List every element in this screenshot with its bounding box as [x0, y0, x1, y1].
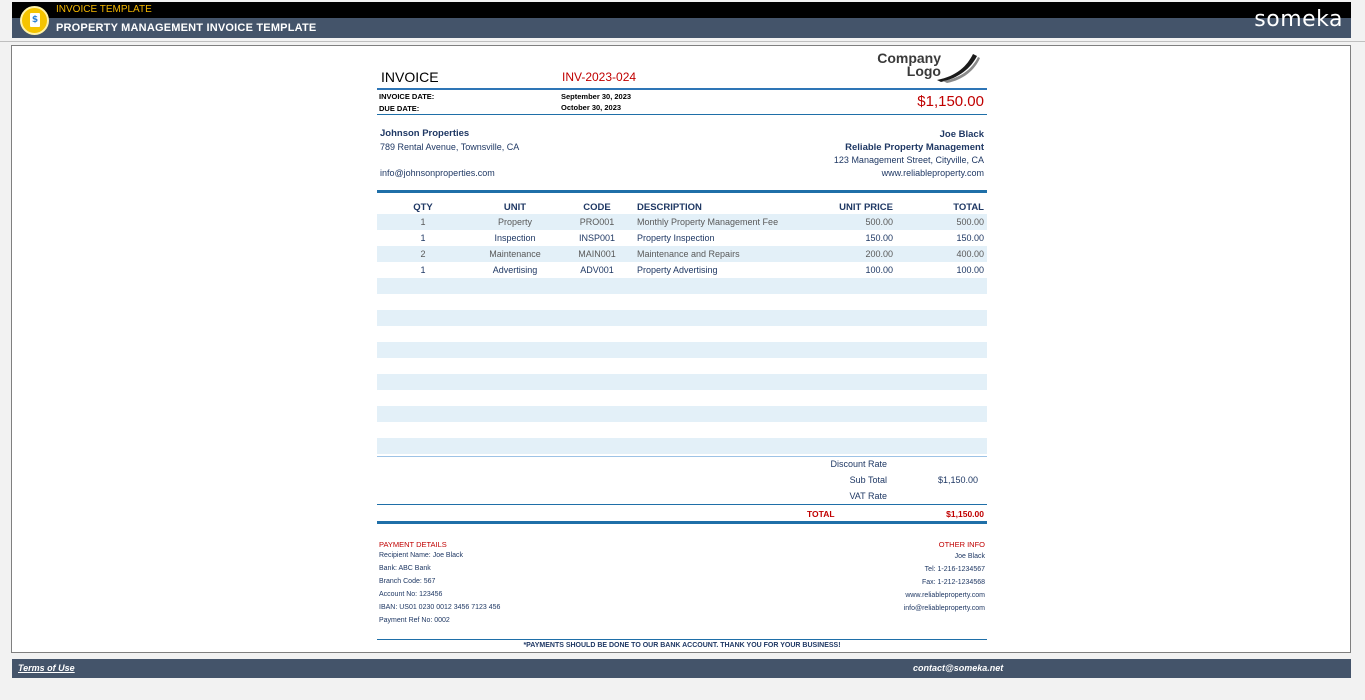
total-value: $1,150.00: [946, 509, 984, 519]
other-info-title: OTHER INFO: [938, 540, 985, 549]
app-title: INVOICE TEMPLATE: [56, 4, 152, 15]
empty-row[interactable]: [377, 390, 987, 406]
cell-code[interactable]: ADV001: [580, 265, 614, 275]
from-address[interactable]: 123 Management Street, Cityville, CA: [833, 155, 984, 165]
other-info-line[interactable]: info@reliableproperty.com: [903, 605, 985, 612]
cell-unit-price[interactable]: 150.00: [865, 233, 893, 243]
empty-row[interactable]: [377, 310, 987, 326]
header-top-strip: [12, 2, 1351, 18]
cell-unit[interactable]: Property: [469, 214, 561, 230]
empty-row[interactable]: [377, 374, 987, 390]
col-header-code: CODE: [583, 202, 611, 213]
dollar-document-icon: $: [20, 6, 49, 35]
invoice-sheet: [11, 45, 1351, 653]
payment-note[interactable]: *PAYMENTS SHOULD BE DONE TO OUR BANK ACCOUNT. THANK YOU FOR YOUR BUSINESS!: [523, 642, 841, 649]
empty-row[interactable]: [377, 294, 987, 310]
empty-row[interactable]: [377, 406, 987, 422]
vat-label: VAT Rate: [849, 491, 887, 501]
cell-code[interactable]: PRO001: [561, 214, 633, 230]
empty-row[interactable]: [377, 326, 987, 342]
cell-description[interactable]: Property Inspection: [637, 233, 715, 243]
table-row[interactable]: [377, 262, 987, 278]
invoice-document: [377, 46, 987, 654]
due-date-label: DUE DATE:: [379, 104, 420, 113]
app-header: [12, 2, 1351, 38]
total-divider: [377, 521, 987, 524]
invoice-date-value[interactable]: September 30, 2023: [561, 92, 632, 101]
cell-total: 400.00: [897, 246, 987, 262]
table-row[interactable]: [377, 246, 987, 262]
col-header-qty: QTY: [413, 202, 433, 213]
empty-row[interactable]: [377, 438, 987, 454]
contact-email-link[interactable]: contact@someka.net: [913, 663, 1004, 673]
cell-unit-price[interactable]: 100.00: [865, 265, 893, 275]
invoice-date-label: INVOICE DATE:: [379, 92, 435, 101]
note-divider: [377, 639, 987, 640]
invoice-number[interactable]: INV-2023-024: [562, 70, 637, 84]
summary-divider: [377, 504, 987, 505]
payment-line[interactable]: Recipient Name: Joe Black: [379, 552, 464, 559]
other-info-line[interactable]: Tel: 1-216-1234567: [924, 566, 985, 573]
col-header-unit-price: UNIT PRICE: [839, 202, 893, 213]
payment-line[interactable]: IBAN: US01 0230 0012 3456 7123 456: [379, 604, 501, 611]
company-logo[interactable]: [869, 50, 981, 84]
logo-swoosh-icon: [931, 50, 981, 84]
due-date-value[interactable]: October 30, 2023: [561, 103, 622, 112]
payment-line[interactable]: Branch Code: 567: [379, 578, 436, 585]
line-items-table: [377, 201, 987, 454]
other-info-line[interactable]: Joe Black: [954, 553, 985, 560]
cell-qty[interactable]: 2: [377, 246, 469, 262]
discount-label: Discount Rate: [830, 459, 887, 469]
empty-row[interactable]: [377, 342, 987, 358]
cell-description[interactable]: Monthly Property Management Fee: [633, 214, 807, 230]
payment-line[interactable]: Payment Ref No: 0002: [379, 617, 450, 624]
cell-code[interactable]: MAIN001: [561, 246, 633, 262]
terms-of-use-link[interactable]: Terms of Use: [18, 663, 75, 673]
from-company[interactable]: Reliable Property Management: [845, 142, 984, 153]
subtotal-value: $1,150.00: [937, 475, 978, 485]
cell-total: 500.00: [897, 214, 987, 230]
subtotal-label: Sub Total: [849, 475, 887, 485]
from-contact[interactable]: Joe Black: [939, 129, 984, 140]
cell-description[interactable]: Maintenance and Repairs: [633, 246, 807, 262]
cell-unit[interactable]: Maintenance: [469, 246, 561, 262]
cell-unit[interactable]: Advertising: [492, 265, 538, 275]
from-website[interactable]: www.reliableproperty.com: [881, 168, 984, 178]
bill-to-name[interactable]: Johnson Properties: [380, 128, 470, 139]
brand-logo[interactable]: someka: [1254, 7, 1343, 32]
app-subtitle: PROPERTY MANAGEMENT INVOICE TEMPLATE: [56, 22, 317, 34]
empty-row[interactable]: [377, 422, 987, 438]
bill-to-address[interactable]: 789 Rental Avenue, Townsville, CA: [380, 142, 520, 152]
cell-total: 100.00: [956, 265, 984, 275]
table-header-row: [377, 201, 987, 214]
header-divider: [377, 88, 987, 90]
app-footer: [12, 659, 1351, 678]
cell-total: 150.00: [956, 233, 984, 243]
col-header-unit: UNIT: [503, 202, 527, 213]
table-row[interactable]: [377, 230, 987, 246]
table-row[interactable]: [377, 214, 987, 230]
dates-divider: [377, 114, 987, 115]
empty-row[interactable]: [377, 358, 987, 374]
cell-unit[interactable]: Inspection: [494, 233, 536, 243]
amount-due: $1,150.00: [917, 93, 984, 110]
items-top-divider: [377, 190, 987, 193]
payment-line[interactable]: Account No: 123456: [379, 591, 443, 598]
col-header-total: TOTAL: [953, 202, 984, 213]
empty-row[interactable]: [377, 278, 987, 294]
logo-text-line2: Logo: [906, 63, 941, 79]
cell-unit-price[interactable]: 200.00: [807, 246, 897, 262]
payment-line[interactable]: Bank: ABC Bank: [379, 565, 431, 572]
cell-code[interactable]: INSP001: [578, 233, 616, 243]
cell-description[interactable]: Property Advertising: [637, 265, 718, 275]
cell-qty[interactable]: 1: [420, 265, 426, 275]
other-info-line[interactable]: www.reliableproperty.com: [905, 592, 985, 599]
payment-details-title: PAYMENT DETAILS: [379, 540, 447, 549]
total-label: TOTAL: [807, 509, 835, 519]
other-info-line[interactable]: Fax: 1-212-1234568: [921, 579, 985, 586]
invoice-heading: INVOICE: [381, 69, 439, 85]
cell-qty[interactable]: 1: [377, 214, 469, 230]
bill-to-email[interactable]: info@johnsonproperties.com: [380, 168, 495, 178]
cell-unit-price[interactable]: 500.00: [807, 214, 897, 230]
items-bottom-divider: [377, 456, 987, 457]
col-header-description: DESCRIPTION: [637, 202, 702, 213]
logo-text-line1: Company: [877, 50, 941, 66]
cell-qty[interactable]: 1: [420, 233, 426, 243]
